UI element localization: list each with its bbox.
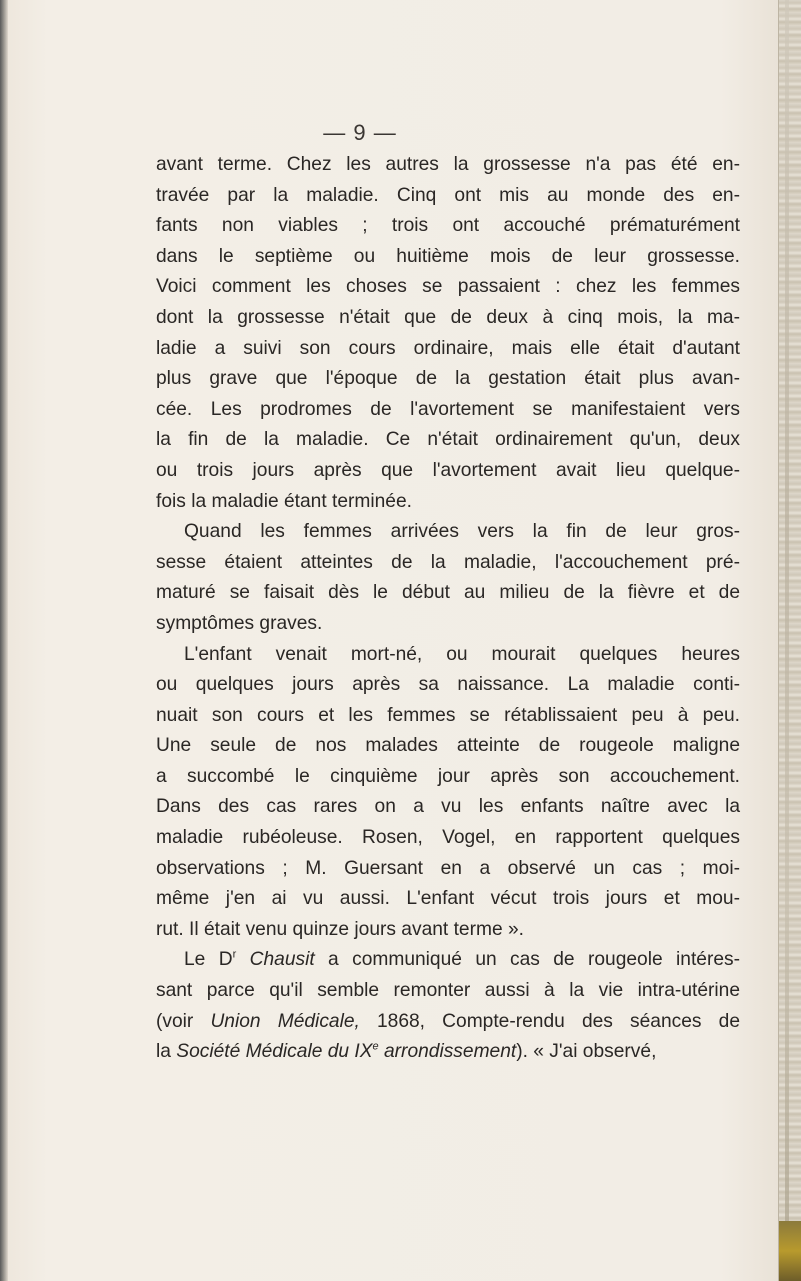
text-fragment: a communiqué un cas de rougeole intéres- — [314, 949, 740, 971]
text-line — [156, 1007, 740, 1038]
text-line: ou quelques jours après sa naissance. La maladie conti- — [156, 674, 740, 696]
text-line: sesse étaient atteintes de la maladie, l'accouchement pré- — [156, 551, 740, 573]
text-line: travée par la maladie. Cinq ont mis au monde des en- — [156, 184, 740, 206]
superscript: r — [232, 949, 237, 962]
text-line: observations ; M. Guersant en a observé un cas ; moi- — [156, 857, 740, 879]
text-line: Voici comment les choses se passaient : chez les femmes — [156, 276, 740, 298]
text-line: Quand les femmes arrivées vers la fin de leur gros- — [184, 521, 740, 543]
text-line — [156, 945, 740, 976]
journal-title: Union Médicale, — [210, 1010, 360, 1032]
text-fragment: ). « J'ai observé, — [516, 1041, 657, 1063]
text-line: rut. Il était venu quinze jours avant terme ». — [156, 918, 524, 940]
bookmark-ribbon — [779, 1221, 801, 1281]
society-arrondissement: arrondissement — [378, 1041, 517, 1063]
text-line: Une seule de nos malades atteinte de rougeole maligne — [156, 735, 740, 757]
superscript: e — [372, 1040, 379, 1053]
text-line: L'enfant venait mort-né, ou mourait quelques heures — [184, 643, 740, 665]
text-line: plus grave que l'époque de la gestation était plus avan- — [156, 368, 740, 390]
text-line: fois la maladie étant terminée. — [156, 490, 412, 512]
author-name: Chausit — [249, 949, 315, 971]
text-line: a succombé le cinquième jour après son accouchement. — [156, 765, 740, 787]
society-name: Société Médicale du IX — [176, 1041, 373, 1063]
body-text — [156, 150, 740, 1068]
text-line: maladie rubéoleuse. Rosen, Vogel, en rapportent quelques — [156, 827, 740, 849]
text-fragment: 1868, Compte-rendu des séances de — [359, 1010, 740, 1032]
text-line: ou trois jours après que l'avortement avait lieu quelque- — [156, 459, 740, 481]
text-line: nuait son cours et les femmes se rétablissaient peu à peu. — [156, 704, 740, 726]
text-line — [156, 1037, 740, 1068]
text-fragment: Le D — [184, 949, 233, 971]
text-line: Dans des cas rares on a vu les enfants naître avec la — [156, 796, 740, 818]
text-line: dans le septième ou huitième mois de leur grossesse. — [156, 245, 740, 267]
text-line: fants non viables ; trois ont accouché prématurément — [156, 215, 740, 237]
book-spine-edge — [778, 0, 801, 1281]
page-number: — 9 — — [323, 120, 397, 145]
text-line: avant terme. Chez les autres la grossesse n'a pas été en- — [156, 154, 740, 175]
text-fragment: (voir — [156, 1010, 211, 1032]
text-line: même j'en ai vu aussi. L'enfant vécut trois jours et mou- — [156, 888, 740, 910]
text-line: cée. Les prodromes de l'avortement se manifestaient vers — [156, 398, 740, 420]
text-line: maturé se faisait dès le début au milieu de la fièvre et de — [156, 582, 740, 604]
text-line: symptômes graves. — [156, 612, 323, 634]
text-line: dont la grossesse n'était que de deux à cinq mois, la ma- — [156, 306, 740, 328]
page-left-edge — [0, 0, 8, 1281]
text-line: sant parce qu'il semble remonter aussi à la vie intra-utérine — [156, 980, 740, 1002]
text-line: la fin de la maladie. Ce n'était ordinairement qu'un, deux — [156, 429, 740, 451]
text-fragment: la — [156, 1041, 177, 1063]
text-line: ladie a suivi son cours ordinaire, mais elle était d'autant — [156, 337, 740, 359]
